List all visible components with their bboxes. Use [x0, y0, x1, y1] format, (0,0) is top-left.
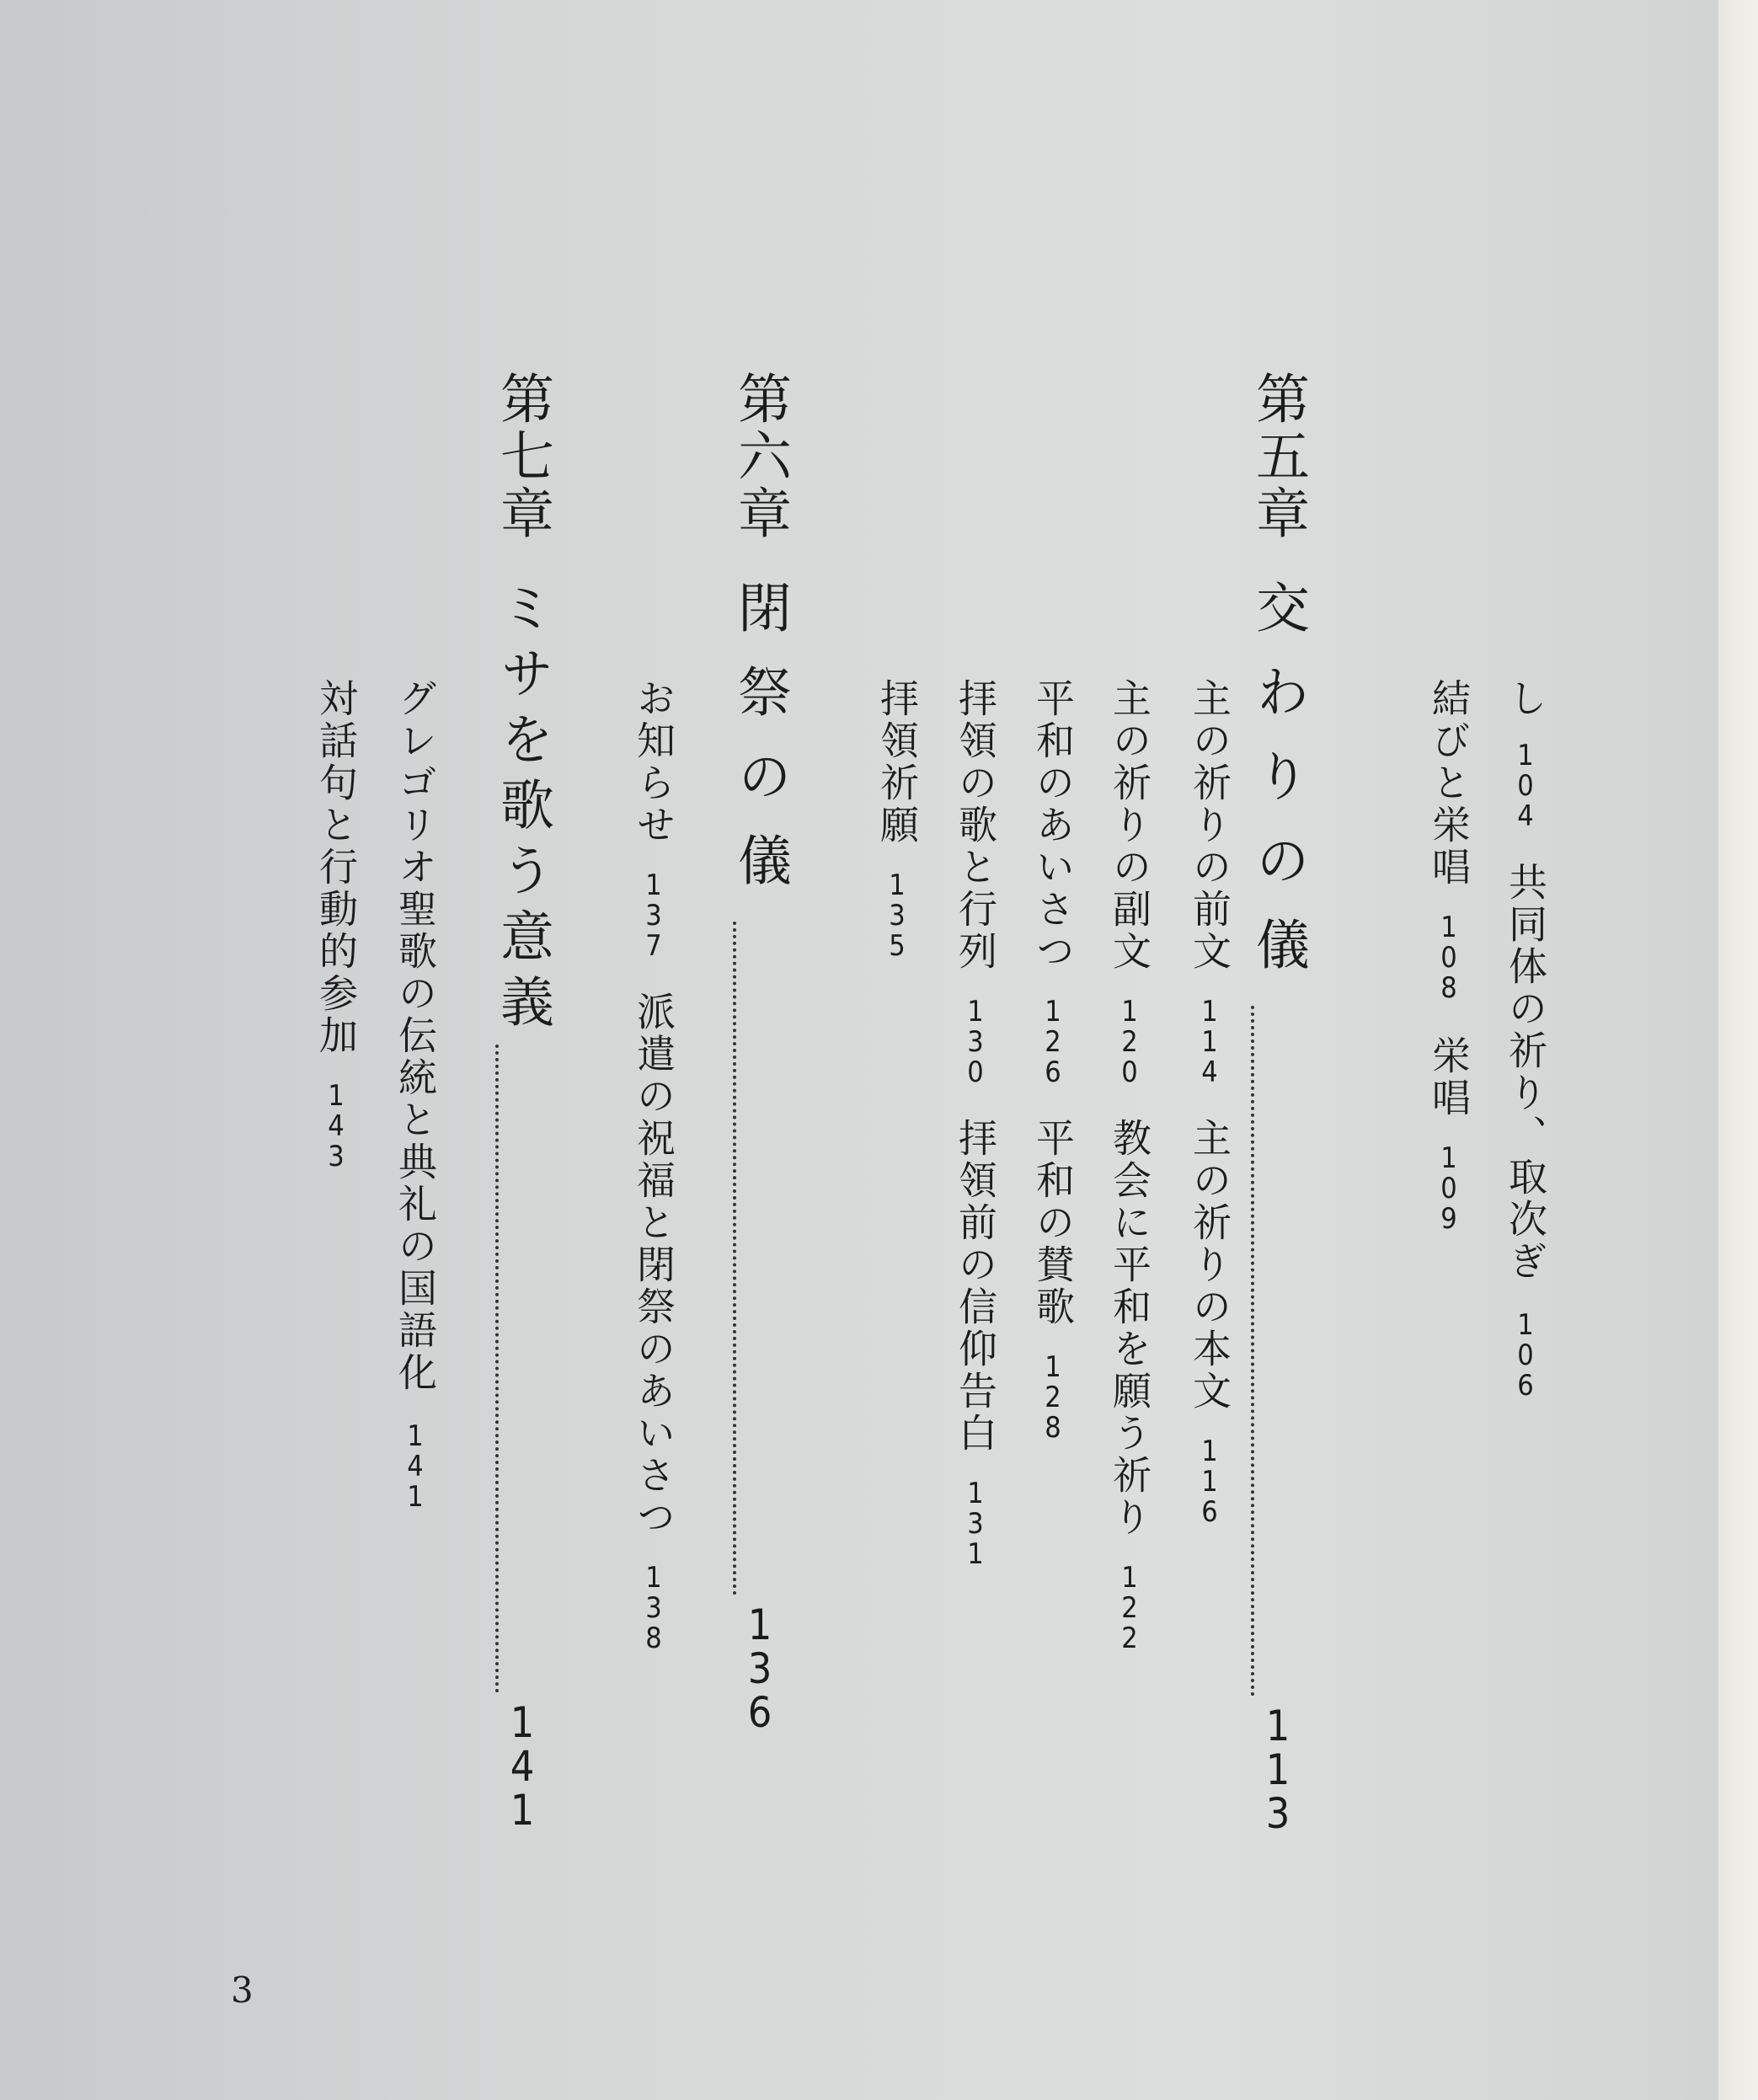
chapter-page: 141 — [498, 1698, 547, 1830]
chapter-title: ミサを歌う意義 — [491, 580, 553, 1039]
entry-page: 108 — [1432, 911, 1466, 1002]
chapter-page: 113 — [1253, 1702, 1302, 1833]
entry-title: 平和のあいさつ — [1030, 678, 1076, 973]
entry-page: 128 — [1036, 1350, 1070, 1441]
chapter-heading — [491, 371, 553, 1830]
entry-title: お知らせ — [631, 678, 676, 847]
entry-title: 拝領の歌と行列 — [953, 678, 998, 973]
chapter-page: 136 — [735, 1600, 784, 1732]
entry-title: 主の祈りの本文 — [1187, 1118, 1232, 1413]
toc-entry — [393, 678, 438, 1510]
entry-title: し — [1503, 678, 1548, 720]
page-edge — [1718, 0, 1758, 2100]
entry-title: 共同体の祈り、取次ぎ — [1503, 862, 1548, 1283]
entry-page: 126 — [1036, 995, 1070, 1086]
entry-page: 120 — [1113, 995, 1146, 1086]
toc-entry — [1030, 678, 1076, 1441]
entry-page: 143 — [319, 1079, 353, 1170]
entry-page: 106 — [1509, 1308, 1542, 1399]
chapter-number: 第六章 — [729, 371, 791, 542]
chapter-title: 交わりの儀 — [1247, 580, 1309, 1001]
leader-dots — [1251, 1006, 1254, 1697]
toc-entry — [874, 678, 920, 959]
entry-title: 結びと栄唱 — [1426, 678, 1472, 889]
entry-page: 114 — [1193, 995, 1226, 1086]
entry-page: 122 — [1113, 1561, 1146, 1652]
entry-title: 対話句と行動的参加 — [313, 678, 359, 1057]
entry-title: グレゴリオ聖歌の伝統と典礼の国語化 — [393, 678, 438, 1394]
leader-dots — [733, 922, 736, 1595]
entry-title: 拝領祈願 — [874, 678, 920, 847]
chapter-number: 第七章 — [491, 371, 553, 542]
leader-dots — [495, 1045, 499, 1693]
entry-page: 141 — [398, 1419, 432, 1510]
toc-entry — [1107, 678, 1152, 1652]
chapter-title: 閉祭の儀 — [729, 580, 791, 916]
entry-title: 栄唱 — [1426, 1035, 1472, 1119]
entry-page: 137 — [637, 868, 671, 959]
entry-page: 131 — [959, 1477, 992, 1568]
entry-page: 138 — [637, 1561, 671, 1652]
entry-title: 派遣の祝福と閉祭のあいさつ — [631, 991, 676, 1539]
entry-title: 主の祈りの前文 — [1187, 678, 1232, 973]
toc-entry — [1503, 678, 1548, 1399]
entry-page: 109 — [1432, 1141, 1466, 1232]
chapter-number: 第五章 — [1247, 371, 1309, 542]
chapter-heading — [729, 371, 791, 1732]
toc-entry — [631, 678, 676, 1652]
toc-entry — [1187, 678, 1232, 1526]
entry-page: 130 — [959, 995, 992, 1086]
entry-page: 135 — [880, 868, 914, 959]
entry-title: 拝領前の信仰告白 — [953, 1118, 998, 1455]
entry-title: 平和の賛歌 — [1030, 1118, 1076, 1328]
toc-entry — [313, 678, 359, 1170]
chapter-heading — [1247, 371, 1309, 1833]
entry-title: 主の祈りの副文 — [1107, 678, 1152, 973]
page-number: 3 — [231, 1969, 254, 2011]
entry-page: 116 — [1193, 1435, 1226, 1526]
show-through-text — [299, 211, 333, 249]
entry-page: 104 — [1509, 739, 1542, 830]
toc-entry — [953, 678, 998, 1568]
entry-title: 教会に平和を願う祈り — [1107, 1118, 1152, 1539]
toc-entry — [1426, 678, 1472, 1232]
